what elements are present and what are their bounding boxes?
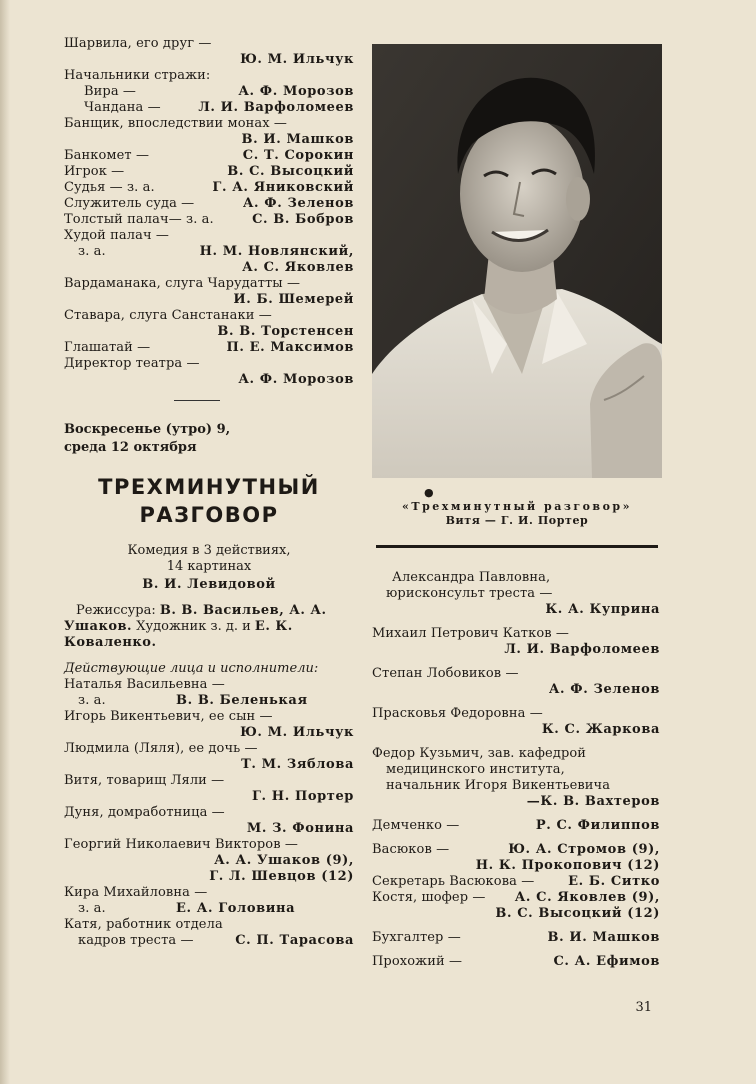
role-name: Банкомет —: [64, 148, 150, 163]
cast-list-current-play: [64, 677, 354, 949]
role-name: Катя, работник отдела: [64, 917, 223, 932]
actor-name: Ю. А. Стромов (9),: [508, 842, 660, 857]
cast-line: [64, 276, 354, 292]
cast-line: [372, 682, 660, 698]
cast-line: [372, 818, 660, 834]
actor-name: Р. С. Филиппов: [535, 818, 660, 833]
role-name: Игрок —: [64, 164, 125, 179]
actor-name: С. В. Бобров: [252, 212, 354, 227]
cast-line: [372, 746, 660, 762]
role-name: Васюков —: [372, 842, 450, 857]
cast-line: [64, 180, 354, 196]
cast-line: [372, 570, 660, 586]
cast-line: [372, 906, 660, 922]
role-name: Кира Михайловна —: [64, 885, 208, 900]
role-name: Георгий Николаевич Викторов —: [64, 837, 298, 852]
actor-name: Н. К. Прокопович (12): [475, 858, 660, 873]
cast-line: [64, 757, 354, 773]
left-column: [64, 36, 354, 949]
actor-name: К. А. Куприна: [545, 602, 660, 617]
cast-list-continued: [372, 570, 660, 970]
actor-name: А. Ф. Морозов: [238, 372, 354, 387]
genre-line-1: Комедия в 3 действиях,: [127, 543, 291, 558]
actor-name: Л. И. Варфоломеев: [504, 642, 660, 657]
role-name: Прасковья Федоровна —: [372, 706, 543, 721]
actor-name: А. Ф. Зеленов: [548, 682, 660, 697]
actor-name: Т. М. Зяблова: [241, 757, 354, 772]
actor-name: А. С. Яковлев (9),: [514, 890, 660, 905]
actor-name: Е. А. Головина: [176, 901, 296, 916]
cast-line: [64, 693, 354, 709]
cast-line: [64, 372, 354, 388]
cast-line: [64, 260, 354, 276]
genre-line-2: 14 картинах: [166, 559, 252, 574]
cast-line: [64, 356, 354, 372]
cast-line: [372, 930, 660, 946]
role-name: кадров треста —: [78, 933, 194, 948]
role-name: Шарвила, его друг —: [64, 36, 212, 51]
actor-name: —К. В. Вахтеров: [526, 794, 660, 809]
cast-line: [64, 116, 354, 132]
cast-line: [372, 890, 660, 906]
actor-name: Ю. М. Ильчук: [240, 725, 354, 740]
actor-name: В. В. Беленькая: [176, 693, 308, 708]
cast-line: [372, 626, 660, 642]
role-name: Служитель суда —: [64, 196, 195, 211]
cast-line: [372, 666, 660, 682]
caption-bullet-icon: ●: [424, 486, 434, 499]
role-name: Секретарь Васюкова —: [372, 874, 535, 889]
actor-name: Г. Л. Шевцов (12): [209, 869, 354, 884]
role-name: Дуня, домработница —: [64, 805, 225, 820]
artist: Е. К. Коваленко.: [64, 619, 293, 650]
cast-line: [372, 794, 660, 810]
artist-label: Художник з. д. и: [136, 619, 251, 634]
actor-portrait-image: [372, 44, 662, 478]
cast-line: [372, 842, 660, 858]
actor-name: Г. А. Яниковский: [212, 180, 354, 195]
role-name: Михаил Петрович Катков —: [372, 626, 569, 641]
cast-line: [64, 292, 354, 308]
caption-role: Витя — Г. И. Портер: [445, 514, 589, 527]
cast-line: [64, 821, 354, 837]
cast-line: [64, 773, 354, 789]
actor-name: Г. Н. Портер: [251, 789, 354, 804]
cast-line: [64, 917, 354, 933]
actor-name: А. А. Ушаков (9),: [214, 853, 354, 868]
role-name: Директор театра —: [64, 356, 200, 371]
cast-line: [372, 858, 660, 874]
role-name: Худой палач —: [64, 228, 169, 243]
cast-line: [64, 324, 354, 340]
cast-line: [64, 837, 354, 853]
actor-name: А. Ф. Морозов: [238, 84, 354, 99]
cast-line: [372, 642, 660, 658]
role-name: з. а.: [78, 901, 106, 916]
cast-line: [372, 954, 660, 970]
photo-caption: [372, 486, 662, 528]
actor-name: П. Е. Максимов: [226, 340, 354, 355]
role-name: Банщик, впоследствии монах —: [64, 116, 288, 131]
actor-name: И. Б. Шемерей: [233, 292, 354, 307]
cast-line: [64, 68, 354, 84]
actor-name: В. С. Высоцкий (12): [495, 906, 660, 921]
cast-line: [64, 244, 354, 260]
caption-rule: [376, 545, 658, 548]
role-name: юрисконсульт треста —: [386, 586, 553, 601]
role-name: Людмила (Ляля), ее дочь —: [64, 741, 258, 756]
cast-line: [64, 212, 354, 228]
cast-line: [64, 84, 354, 100]
role-name: Судья — з. а.: [64, 180, 155, 195]
role-name: Федор Кузьмич, зав. кафедрой: [372, 746, 587, 761]
cast-line: [64, 885, 354, 901]
actor-name: Е. Б. Ситко: [568, 874, 660, 889]
cast-line: [64, 789, 354, 805]
cast-line: [64, 340, 354, 356]
cast-line: [64, 100, 354, 116]
actor-name: С. П. Тарасова: [235, 933, 354, 948]
role-name: Глашатай —: [64, 340, 151, 355]
role-name: Вардаманака, слуга Чарудатты —: [64, 276, 301, 291]
role-name: медицинского института,: [386, 762, 565, 777]
cast-line: [64, 901, 354, 917]
cast-line: [372, 722, 660, 738]
cast-heading: Действующие лица и исполнители:: [64, 661, 319, 676]
cast-line: [64, 164, 354, 180]
actor-name: С. Т. Сорокин: [242, 148, 354, 163]
role-name: Начальники стражи:: [64, 68, 211, 83]
cast-line: [64, 805, 354, 821]
actor-name: Н. М. Новлянский,: [199, 244, 354, 259]
role-name: Костя, шофер —: [372, 890, 486, 905]
role-name: начальник Игоря Викентьевича: [386, 778, 611, 793]
direction-prefix: Режиссура:: [76, 603, 156, 618]
role-name: з. а.: [78, 244, 106, 259]
direction-credits: [64, 603, 354, 651]
cast-line: [64, 52, 354, 68]
role-name: Толстый палач— з. а.: [64, 212, 214, 227]
page-number: 31: [635, 1000, 652, 1015]
cast-line: [64, 725, 354, 741]
caption-title: «Трехминутный разговор»: [402, 500, 632, 513]
actor-name: В. И. Машков: [241, 132, 354, 147]
cast-line: [372, 602, 660, 618]
cast-line: [64, 741, 354, 757]
cast-line: [64, 308, 354, 324]
role-name: з. а.: [78, 693, 106, 708]
actor-name: В. И. Машков: [547, 930, 660, 945]
role-name: Бухгалтер —: [372, 930, 461, 945]
cast-line: [372, 706, 660, 722]
directors: В. В. Васильев, А. А. Ушаков.: [64, 603, 327, 634]
actor-name: А. С. Яковлев: [242, 260, 354, 275]
cast-line: [372, 778, 660, 794]
actor-name: В. С. Высоцкий: [227, 164, 354, 179]
cast-line: [64, 869, 354, 885]
cast-line: [64, 677, 354, 693]
actor-name: А. Ф. Зеленов: [242, 196, 354, 211]
actor-name: М. З. Фонина: [246, 821, 354, 836]
role-name: Игорь Викентьевич, ее сын —: [64, 709, 273, 724]
role-name: Чандана —: [84, 100, 161, 115]
cast-line: [64, 132, 354, 148]
role-name: Александра Павловна,: [392, 570, 551, 585]
cast-line: [64, 709, 354, 725]
role-name: Витя, товарищ Ляли —: [64, 773, 225, 788]
role-name: Прохожий —: [372, 954, 463, 969]
play-author: В. И. Левидовой: [142, 577, 276, 592]
cast-line: [64, 36, 354, 52]
role-name: Степан Лобовиков —: [372, 666, 519, 681]
cast-line: [372, 874, 660, 890]
play-title-line-2: РАЗГОВОР: [139, 503, 279, 527]
cast-line: [64, 228, 354, 244]
actor-name: Ю. М. Ильчук: [240, 52, 354, 67]
actor-photo: [372, 44, 662, 478]
cast-line: [64, 853, 354, 869]
cast-line: [64, 148, 354, 164]
cast-line: [64, 933, 354, 949]
actor-name: К. С. Жаркова: [541, 722, 660, 737]
play-title-line-1: ТРЕХМИНУТНЫЙ: [98, 475, 320, 499]
cast-line: [64, 196, 354, 212]
actor-name: В. В. Торстенсен: [217, 324, 354, 339]
performance-date-line-2: среда 12 октября: [64, 440, 197, 455]
role-name: Демченко —: [372, 818, 460, 833]
role-name: Наталья Васильевна —: [64, 677, 225, 692]
cast-line: [372, 762, 660, 778]
page-gutter: [0, 0, 10, 1084]
cast-list-previous-play: [64, 36, 354, 388]
role-name: Ставара, слуга Санстанаки —: [64, 308, 272, 323]
actor-name: С. А. Ефимов: [553, 954, 660, 969]
cast-line: [372, 586, 660, 602]
actor-name: Л. И. Варфоломеев: [198, 100, 354, 115]
role-name: Вира —: [84, 84, 137, 99]
performance-date-line-1: Воскресенье (утро) 9,: [64, 422, 231, 437]
